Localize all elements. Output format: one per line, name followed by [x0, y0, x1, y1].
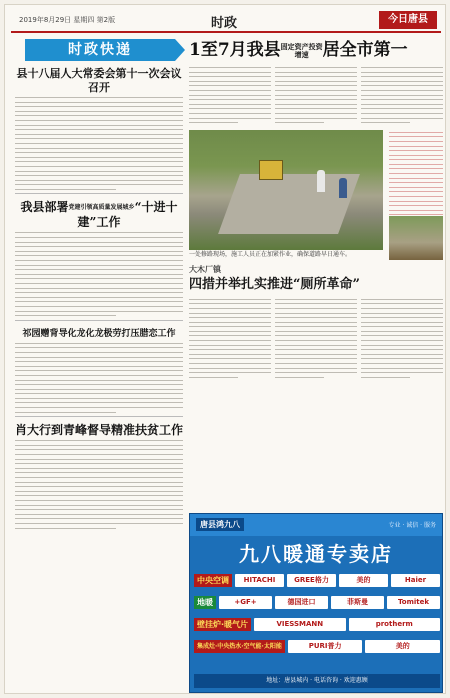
issue-date: 2019年8月29日 星期四 第2版 [19, 16, 116, 24]
article-title: 县十八届人大常委会第十一次会议召开 [16, 67, 182, 94]
article-title: 肖大行到青峰督导精准扶贫工作 [15, 423, 184, 438]
divider [15, 193, 183, 194]
section-title: 时政 [211, 16, 238, 31]
article-body [15, 343, 183, 413]
ad-brand-logo: 德国进口 [275, 596, 328, 609]
ad-footer: 地址：唐县城内 · 电话咨询 · 欢迎惠顾 [194, 674, 440, 688]
headline-inset: 固定资产投资增速 [280, 42, 323, 59]
ad-brand-logo: Tomitek [387, 596, 440, 609]
article-body [15, 97, 183, 190]
ad-brand-logo: 美的 [365, 640, 440, 653]
ad-brand-logo: PURI普力 [288, 640, 363, 653]
ad-category: 壁挂炉·暖气片 [194, 618, 251, 631]
ad-brand-logo: 美的 [339, 574, 388, 587]
article-1 [15, 67, 183, 190]
ad-row [194, 638, 440, 654]
ad-brand-logo: VIESSMANN [254, 618, 345, 631]
news-banner [25, 39, 175, 61]
ad-category: 地暖 [194, 596, 216, 609]
ad-brand-logo: HITACHI [235, 574, 284, 587]
ad-brand-logo: GREE格力 [287, 574, 336, 587]
field-photo [389, 216, 443, 260]
article-3 [15, 327, 183, 413]
ad-brand-logo: 菲斯曼 [331, 596, 384, 609]
photo-area [189, 130, 443, 258]
advertisement [189, 513, 443, 693]
headline-body [189, 65, 443, 127]
section-title: 四措并举扎实推进“厕所革命” [189, 276, 360, 292]
ad-row [194, 594, 440, 610]
ad-brand-logo: protherm [349, 618, 440, 631]
ad-category: 中央空调 [194, 574, 232, 587]
side-note [389, 130, 443, 224]
ad-topbar [190, 514, 442, 536]
divider [15, 320, 183, 321]
photo-caption: 一处修路现场，施工人员正在加紧作业，确保道路早日通车。 [189, 250, 352, 258]
ad-brand-logo: +GF+ [219, 596, 272, 609]
ad-tagline: 专业 · 诚信 · 服务 [388, 522, 436, 529]
road-construction-photo [189, 130, 383, 250]
banner-label: 时政快递 [68, 42, 132, 58]
article-title: 我县部署党建引领高质量发展城乡“十进十建”工作 [20, 200, 178, 230]
ad-brand: 唐县鸿九八 [196, 518, 244, 531]
headline: 1至7月我县固定资产投资增速 居全市第一 [189, 40, 408, 60]
page-header [11, 9, 441, 33]
right-column [189, 39, 443, 381]
ad-row [194, 572, 440, 588]
newspaper-page [4, 4, 446, 694]
newspaper-logo: 今日唐县 [379, 11, 437, 29]
ad-row [194, 616, 440, 632]
section-body [189, 297, 443, 382]
worker-figure [339, 178, 347, 198]
article-title: 祁园赠背导化龙化龙极劳打压腊恋工作 [22, 328, 176, 339]
ad-brand-logo: Haier [391, 574, 440, 587]
article-body [15, 440, 183, 528]
article-body [15, 232, 183, 316]
section-head: 大木厂镇 [189, 264, 221, 274]
left-column [15, 39, 183, 532]
article-2 [15, 200, 183, 316]
roller-vehicle [259, 160, 283, 180]
divider [15, 416, 183, 417]
ad-title: 九八暖通专卖店 [239, 542, 393, 566]
article-4 [15, 423, 183, 528]
ad-category: 集成灶·中央热水·空气能·太阳能 [194, 640, 285, 653]
worker-figure [317, 170, 325, 192]
